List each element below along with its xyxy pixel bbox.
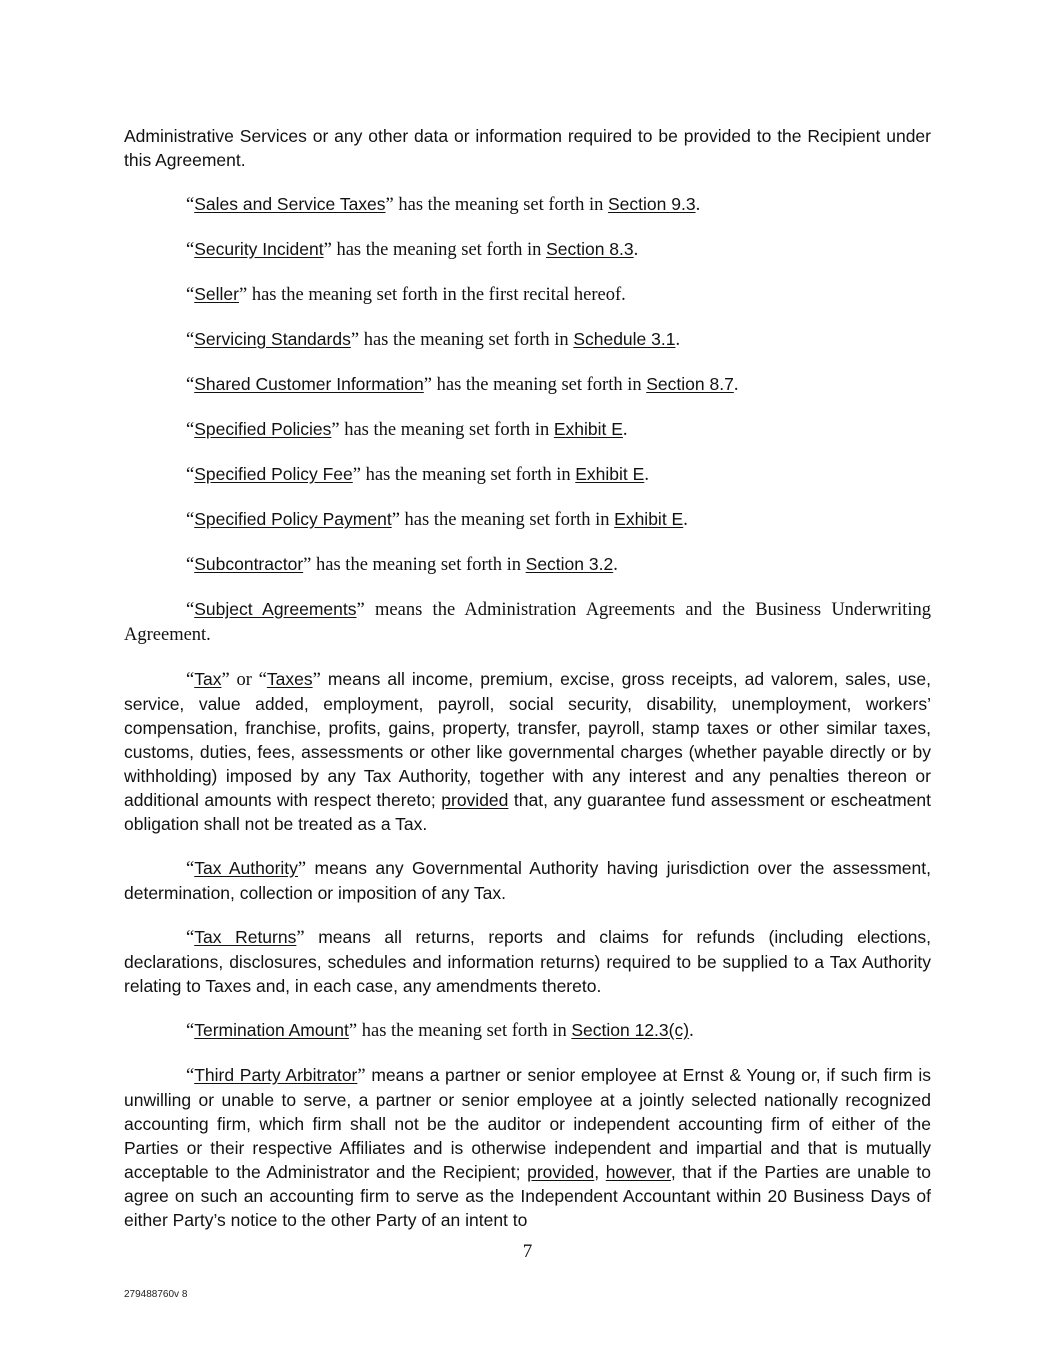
definition-item: “Specified Policy Payment” has the meaning set forth in Exhibit E. (186, 509, 688, 530)
definition-text: means any Governmental Authority having jurisdiction over the assessment, determination, collection or imposition of any Tax. (124, 858, 931, 903)
defined-term: Tax (194, 669, 222, 689)
cross-reference: Section 8.3 (546, 239, 634, 259)
definition-tax-returns: “Tax Returns” means all returns, reports and claims for refunds (including elections, declarations, disclosures, schedules and information returns) required to be supplied to a Tax Authority relating to Taxes and, in each case, any amendments thereto. (124, 927, 931, 996)
definition-text: means the Administration Agreements and the Business Underwriting Agreement. (124, 600, 931, 645)
definition-tax: “Tax” or “Taxes” means all income, premium, excise, gross receipts, ad valorem, sales, use, service, value added, employment, payroll, social security, disability, unemployment, workers’ compensation, franchise, profits, gains, property, transfer, payroll, stamp taxes or other similar taxes, customs, duties, fees, assessments or other like governmental charges (whether payable directly or by withholding) imposed by any Tax Authority, together with any interest and any penalties thereon or additional amounts with respect thereto; provided that, any guarantee fund assessment or escheatment obligation shall not be treated as a Tax. (124, 669, 931, 834)
document-body (124, 124, 931, 1252)
cross-reference: Exhibit E (553, 419, 623, 439)
definition-text: means all returns, reports and claims for refunds (including elections, declarations, disclosures, schedules and information returns) required to be supplied to a Tax Authority relating to Taxes and, in each case, any amendments thereto. (124, 927, 931, 996)
defined-term: Termination Amount (194, 1020, 349, 1040)
defined-term: Tax Authority (194, 858, 298, 878)
defined-term: Seller (194, 284, 239, 304)
provided-term: provided (527, 1162, 595, 1182)
definition-text: , that if the Parties are unable to agree on such an accounting firm to serve as the Independent Accountant within 20 Business Days of either Party’s notice to the other Party of an intent to (124, 1162, 931, 1230)
definition-text: has the meaning set forth in (361, 465, 576, 485)
continuation-paragraph: Administrative Services or any other data or information required to be provided to the Recipient under this Agreement. (124, 126, 931, 170)
defined-term: Subject Agreements (194, 599, 357, 619)
definition-item: “Shared Customer Information” has the meaning set forth in Section 8.7. (186, 374, 739, 395)
definition-text: has the meaning set forth in (359, 330, 574, 350)
defined-term: Taxes (266, 669, 313, 689)
definition-text: means all income, premium, excise, gross receipts, ad valorem, sales, use, service, value added, employment, payroll, social security, disability, unemployment, workers’ compensation, franchise, profits, gains, property, transfer, payroll, stamp taxes or other similar taxes, customs, duties, fees, assessments or other like governmental charges (whether payable directly or by withholding) imposed by any Tax Authority, together with any interest and any penalties thereon or additional amounts with respect thereto; (124, 669, 931, 810)
cross-reference: Section 12.3(c) (571, 1020, 690, 1040)
cross-reference: Exhibit E (575, 464, 645, 484)
definition-text: has the meaning set forth in (393, 195, 608, 215)
however-term: however (605, 1162, 671, 1182)
definition-third-party-arbitrator: “Third Party Arbitrator” means a partner or senior employee at Ernst & Young or, if such firm is unwilling or unable to serve, a partner or senior employee at a jointly selected nationally recognized accounting firm, which firm shall not be the auditor or independent accounting firm of either of the Parties or their respective Affiliates and is otherwise independent and impartial and that is mutually acceptable to the Administrator and the Recipient; provided, however, that if the Parties are unable to agree on such an accounting firm to serve as the Independent Accountant within 20 Business Days of either Party’s notice to the other Party of an intent to (124, 1065, 931, 1230)
definition-text: has the meaning set forth in (432, 375, 647, 395)
cross-reference: Exhibit E (614, 509, 684, 529)
definition-text: has the meaning set forth in the first recital hereof. (247, 285, 626, 305)
cross-reference: Section 8.7 (646, 374, 734, 394)
definition-text: has the meaning set forth in (311, 555, 526, 575)
defined-term: Specified Policies (194, 419, 332, 439)
defined-term: Servicing Standards (194, 329, 351, 349)
definition-text: has the meaning set forth in (331, 240, 547, 260)
definition-item: “Specified Policies” has the meaning set forth in Exhibit E. (186, 419, 628, 440)
definition-termination-amount: “Termination Amount” has the meaning set forth in Section 12.3(c). (186, 1020, 694, 1041)
definition-item: “Servicing Standards” has the meaning set forth in Schedule 3.1. (186, 329, 681, 350)
definition-text: that, any guarantee fund assessment or escheatment obligation shall not be treated as a Tax. (124, 790, 931, 834)
page-number: 7 (522, 1241, 533, 1262)
defined-term: Third Party Arbitrator (194, 1065, 358, 1085)
definition-tax-authority: “Tax Authority” means any Governmental Authority having jurisdiction over the assessment, determination, collection or imposition of any Tax. (124, 858, 931, 903)
defined-term: Specified Policy Fee (194, 464, 353, 484)
definition-item: “Seller” has the meaning set forth in the first recital hereof. (186, 284, 626, 305)
definition-item: “Subcontractor” has the meaning set forth in Section 3.2. (186, 554, 618, 575)
defined-term: Specified Policy Payment (194, 509, 392, 529)
cross-reference: Section 3.2 (525, 554, 614, 574)
defined-term: Tax Returns (194, 927, 297, 947)
defined-term: Security Incident (194, 239, 324, 259)
defined-term: Shared Customer Information (194, 374, 424, 394)
document-id: 279488760v 8 (124, 1289, 188, 1300)
definition-text: has the meaning set forth in (339, 420, 554, 440)
cross-reference: Schedule 3.1 (573, 329, 676, 349)
provided-term: provided (441, 790, 509, 810)
defined-term: Sales and Service Taxes (194, 194, 386, 214)
cross-reference: Section 9.3 (608, 194, 696, 214)
definition-text: means a partner or senior employee at Ernst & Young or, if such firm is unwilling or unable to serve, a partner or senior employee at a jointly selected nationally recognized accounting firm, which firm shall not be the auditor or independent accounting firm of either of the Parties or their respective Affiliates and is otherwise independent and impartial and that is mutually acceptable to the Administrator and the Recipient; (124, 1065, 931, 1182)
definition-item: “Security Incident” has the meaning set forth in Section 8.3. (186, 239, 639, 260)
definition-subject-agreements: “Subject Agreements” means the Administration Agreements and the Business Underwriting Agreement. (124, 599, 931, 645)
definition-item: “Sales and Service Taxes” has the meaning set forth in Section 9.3. (186, 194, 701, 215)
definition-list (124, 192, 931, 577)
definition-text: has the meaning set forth in (399, 510, 615, 530)
definition-item: “Specified Policy Fee” has the meaning set forth in Exhibit E. (186, 464, 649, 485)
defined-term: Subcontractor (194, 554, 304, 574)
